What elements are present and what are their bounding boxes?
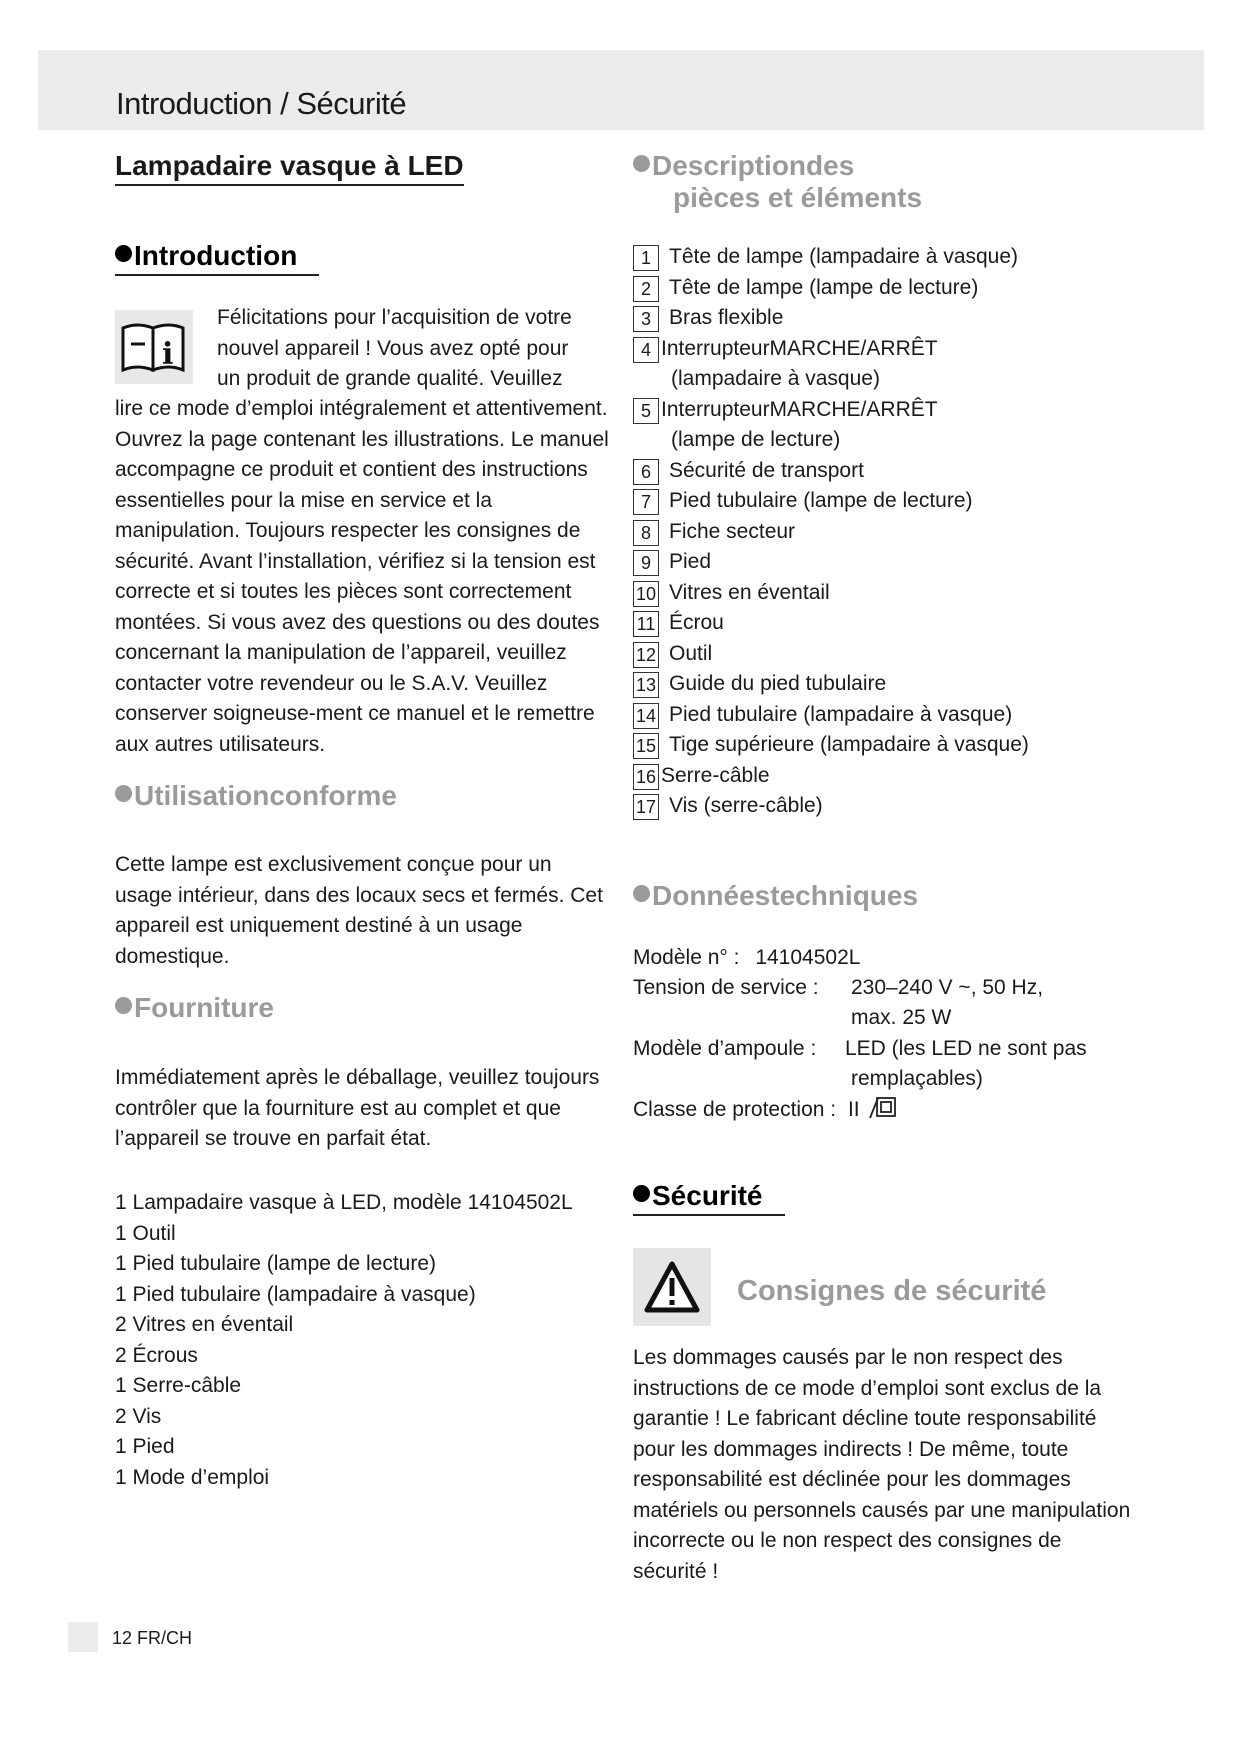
list-item: 2 Vitres en éventail — [115, 1313, 294, 1336]
list-item: 7 Pied tubulaire (lampe de lecture) — [633, 486, 1153, 517]
technical-data-heading: Donnéestechniques — [633, 880, 918, 912]
list-item: 14 Pied tubulaire (lampadaire à vasque) — [633, 700, 1153, 731]
list-item: 10 Vitres en éventail — [633, 578, 1153, 609]
introduction-lead-text: Félicitations pour l’acquisition de votre nouvel appareil ! Vous avez opté pour un produit de grande qualité. Veuillez — [217, 306, 572, 390]
list-item: 2 Écrous — [115, 1343, 198, 1367]
fourniture-body-text: Immédiatement après le déballage, veuillez toujours contrôler que la fourniture est au complet et que l’appareil se trouve en parfait état. — [115, 1066, 600, 1150]
list-item: 4 InterrupteurMARCHE/ARRÊT (lampadaire à vasque) — [633, 334, 1153, 395]
security-heading: Sécurité — [633, 1180, 785, 1216]
locale-label: FR/CH — [137, 1628, 193, 1648]
parts-list — [633, 242, 1153, 822]
spec-bulb-row: Modèle d’ampoule : LED (les LED ne sont pas remplaçables) — [633, 1037, 1087, 1090]
bullet-dot-icon — [633, 1185, 650, 1202]
page-footer — [112, 1628, 192, 1649]
list-item: 1 Lampadaire vasque à LED, modèle 14104502L — [115, 1191, 573, 1214]
list-item: 2 Tête de lampe (lampe de lecture) — [633, 273, 1153, 304]
document-title: Lampadaire vasque à LED — [115, 150, 464, 186]
page-header-title: Introduction / Sécurité — [116, 86, 407, 121]
list-item: 13 Guide du pied tubulaire — [633, 669, 1153, 700]
fourniture-heading: Fourniture — [115, 992, 274, 1024]
supply-list — [115, 1188, 573, 1493]
list-item: 1 Pied — [115, 1435, 175, 1458]
bullet-dot-icon — [115, 785, 132, 802]
spec-model-row: Modèle n° : 14104502L — [633, 946, 861, 969]
security-body-text: Les dommages causés par le non respect des instructions de ce mode d’emploi sont exclus de la garantie ! Le fabricant décline toute responsabilité pour les dommages indirects ! De même, toute responsabilité est déclinée pour les dommages matériels ou personnels causés par une manipulation incorrecte ou le non respect des consignes de sécurité ! — [633, 1346, 1131, 1583]
bullet-dot-icon — [633, 885, 650, 902]
list-item: 11 Écrou — [633, 608, 1153, 639]
footer-marker — [68, 1622, 98, 1652]
list-item: 1 Outil — [115, 1221, 176, 1245]
svg-text:i: i — [162, 337, 174, 372]
utilisation-body-text: Cette lampe est exclusivement conçue pour un usage intérieur, dans des locaux secs et fermés. Cet appareil est uniquement destiné à un usage domestique. — [115, 853, 603, 968]
list-item: 1 Mode d’emploi — [115, 1465, 270, 1489]
info-book-icon — [115, 310, 193, 384]
list-item: 1 Pied tubulaire (lampadaire à vasque) — [115, 1282, 476, 1306]
utilisation-heading: Utilisationconforme — [115, 780, 397, 812]
introduction-body-text: lire ce mode d’emploi intégralement et attentivement. Ouvrez la page contenant les illustrations. Le manuel accompagne ce produit et contient des instructions essentielles pour la mise en service et la manipulation. Toujours respecter les consignes de sécurité. Avant l’installation, vérifiez si la tension est correcte et si toutes les pièces sont correctement montées. Si vous avez des questions ou des doutes concernant la manipulation de l’appareil, veuillez contacter votre revendeur ou le S.A.V. Veuillez conserver soigneuse-ment ce manuel et le remettre aux autres utilisateurs. — [115, 397, 609, 756]
list-item: 1 Tête de lampe (lampadaire à vasque) — [633, 242, 1153, 273]
list-item: 15 Tige supérieure (lampadaire à vasque) — [633, 730, 1153, 761]
list-item: 16 Serre-câble — [633, 761, 1153, 792]
list-item: 5 InterrupteurMARCHE/ARRÊT (lampe de lecture) — [633, 395, 1153, 456]
bullet-dot-icon — [115, 997, 132, 1014]
spec-protection-class-row: Classe de protection : II — [633, 1095, 1153, 1126]
list-item: 1 Pied tubulaire (lampe de lecture) — [115, 1252, 437, 1275]
list-item: 3 Bras flexible — [633, 303, 1153, 334]
list-item: 8 Fiche secteur — [633, 517, 1153, 548]
spec-voltage-row: Tension de service : 230–240 V ~, 50 Hz, max. 25 W — [633, 976, 1044, 1029]
safety-instructions-title: Consignes de sécurité — [737, 1275, 1047, 1307]
list-item: 1 Serre-câble — [115, 1374, 242, 1397]
list-item: 6 Sécurité de transport — [633, 456, 1153, 487]
bullet-dot-icon — [115, 245, 132, 262]
introduction-heading: Introduction — [115, 240, 319, 276]
list-item: 2 Vis — [115, 1404, 162, 1428]
list-item: 12 Outil — [633, 639, 1153, 670]
list-item: 9 Pied — [633, 547, 1153, 578]
description-heading: Descriptiondes pièces et éléments — [633, 150, 922, 214]
protection-class-ii-icon — [867, 1096, 897, 1120]
page-number: 12 — [112, 1628, 133, 1648]
list-item: 17 Vis (serre-câble) — [633, 791, 1153, 822]
bullet-dot-icon — [633, 155, 650, 172]
warning-triangle-icon — [633, 1248, 711, 1326]
